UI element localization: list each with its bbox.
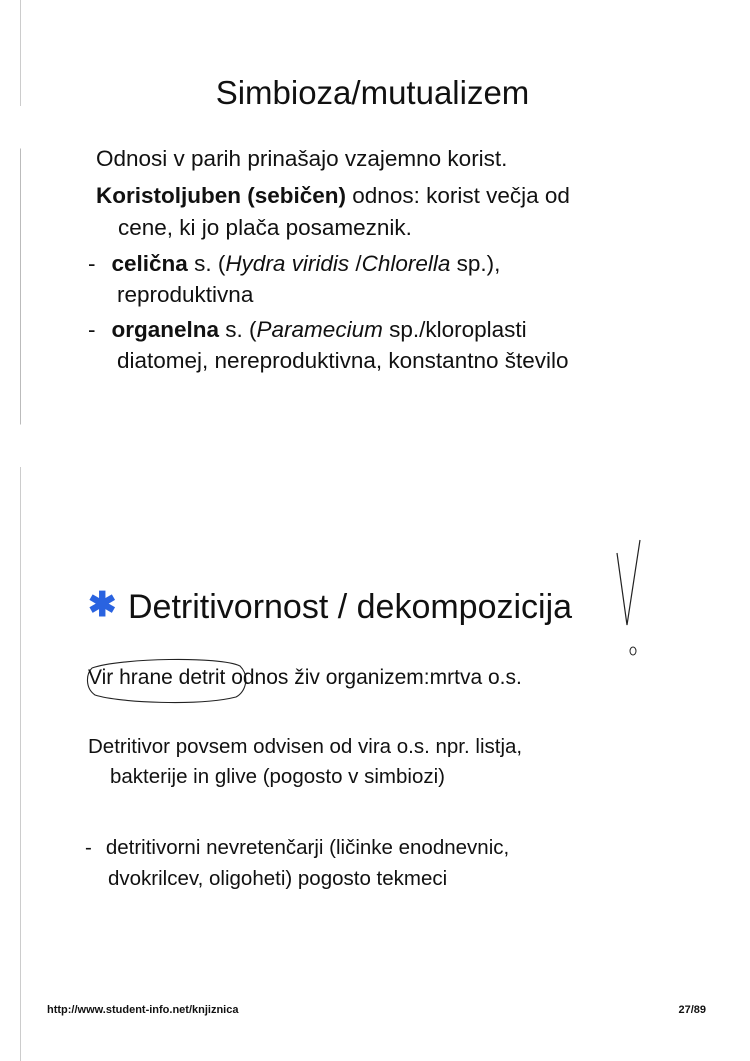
section-heading: Detritivornost / dekompozicija xyxy=(128,588,573,626)
list-item xyxy=(85,836,509,860)
dash: - xyxy=(88,251,96,276)
asterisk-icon: ✱ xyxy=(88,586,117,624)
text-line: Detritivor povsem odvisen od vira o.s. npr. listja, xyxy=(88,735,523,758)
circled-term: Vir hrane detrit xyxy=(88,666,226,689)
footer-url: http://www.student-info.net/knjiznica xyxy=(47,1004,239,1016)
text: s. ( xyxy=(219,317,257,342)
slide-title: Simbioza/mutualizem xyxy=(215,74,530,111)
handwritten-exclamation xyxy=(617,540,640,625)
text-line: diatomej, nereproduktivna, konstantno število xyxy=(117,348,569,373)
text: detritivorni nevretenčarji (ličinke enodnevnic, xyxy=(105,836,510,859)
dash: - xyxy=(88,317,96,342)
text-line: cene, ki jo plača posameznik. xyxy=(118,215,412,240)
species: Chlorella xyxy=(361,251,451,276)
text: / xyxy=(349,251,362,276)
text-line: dvokrilcev, oligoheti) pogosto tekmeci xyxy=(108,867,448,890)
text: sp.), xyxy=(450,251,501,276)
text-line: reproduktivna xyxy=(117,282,254,307)
species: Paramecium xyxy=(256,317,383,342)
text: sp./kloroplasti xyxy=(382,317,527,342)
dash: - xyxy=(85,836,92,859)
text-line xyxy=(88,666,522,690)
text: odnos: korist večja od xyxy=(346,183,570,208)
text: s. ( xyxy=(187,251,226,276)
text: odnos živ organizem:mrtva o.s. xyxy=(225,666,522,689)
page-number: 27/89 xyxy=(678,1004,706,1016)
species: Hydra viridis xyxy=(225,251,350,276)
text-line: Odnosi v parih prinašajo vzajemno korist. xyxy=(96,146,508,171)
text-line: bakterije in glive (pogosto v simbiozi) xyxy=(110,765,445,788)
bold-term: Koristoljuben (sebičen) xyxy=(96,183,347,208)
bold-term: organelna xyxy=(111,317,220,342)
bold-term: celična xyxy=(111,251,188,276)
handwritten-dot xyxy=(630,647,636,655)
